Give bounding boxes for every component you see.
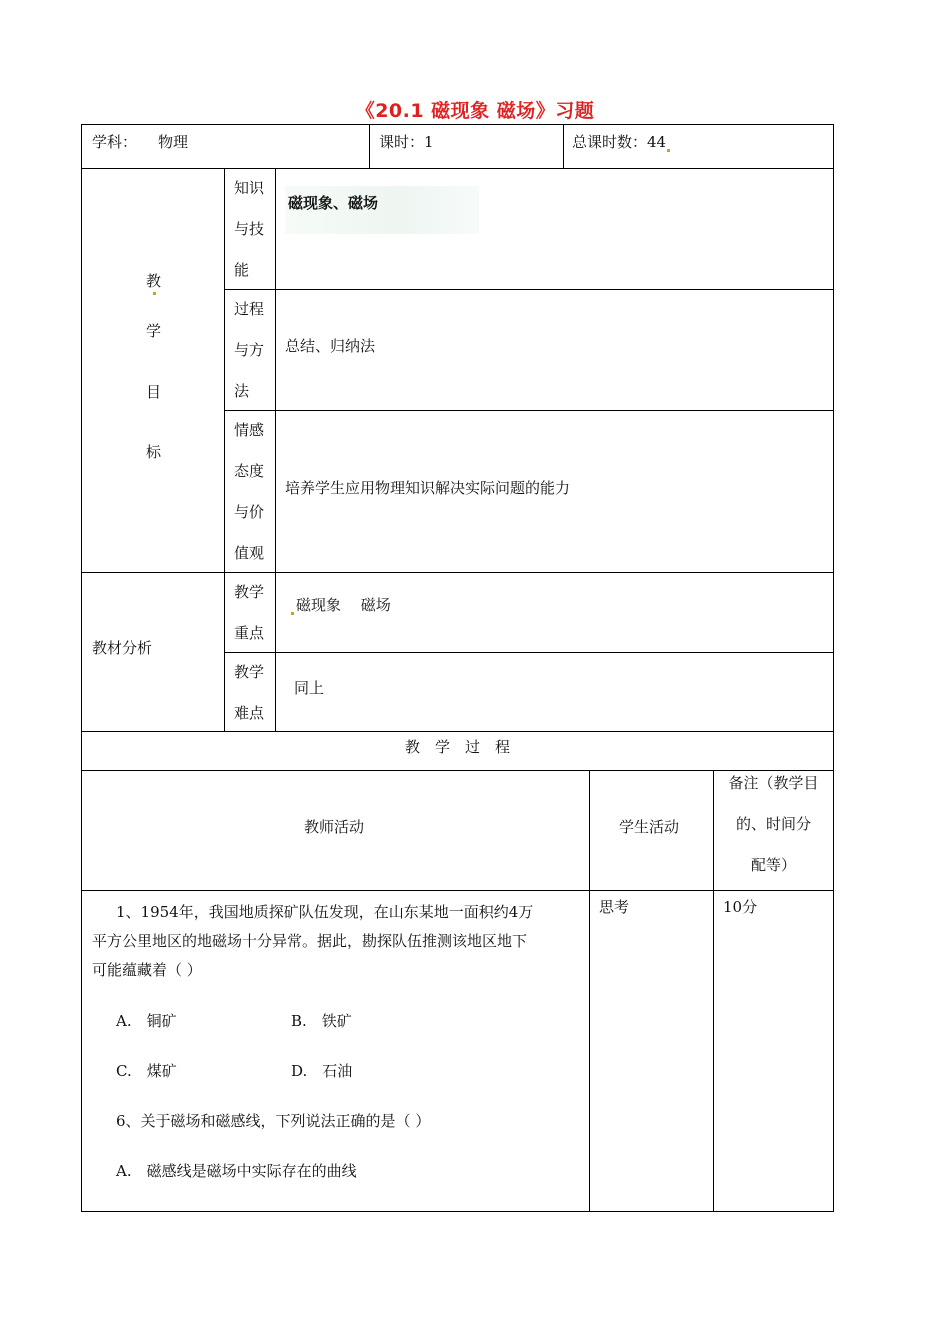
option-c-1: C. 煤矿 (116, 1062, 177, 1080)
option-a-6: A. 磁感线是磁场中实际存在的曲线 (116, 1162, 357, 1180)
goal-label-attitude: 情感 态度 与价 值观 (234, 421, 265, 562)
goal-content-knowledge: 磁现象、磁场 (288, 194, 379, 212)
header-row (81, 124, 834, 169)
subject-value: 物理 (158, 133, 189, 151)
student-activity-header: 学生活动 (619, 818, 680, 836)
process-header-divider (81, 890, 834, 891)
goals-char-mark (153, 292, 156, 295)
analysis-row-divider (224, 652, 834, 653)
analysis-section-label: 教材分析 (92, 639, 153, 657)
header-divider-1 (369, 124, 370, 169)
question-1: 1、1954年，我国地质探矿队伍发现，在山东某地一面积约4万 平方公里地区的地磁场十分异常。据此，勘探队伍推测该地区地下 可能蕴藏着（ ） (92, 903, 534, 979)
goals-char-4: 标 (146, 443, 162, 461)
teacher-activity-header: 教师活动 (304, 818, 365, 836)
goals-row-divider-2 (224, 410, 834, 411)
analysis-content-key: 磁现象 磁场 (290, 594, 391, 615)
goals-char-2: 学 (146, 322, 162, 340)
process-header: 教 学 过 程 (404, 738, 510, 756)
option-b-1: B. 铁矿 (291, 1012, 352, 1030)
goals-char-3: 目 (146, 383, 162, 401)
analysis-label-key: 教学 重点 (234, 583, 265, 642)
goal-content-attitude: 培养学生应用物理知识解决实际问题的能力 (285, 479, 571, 497)
subject-label: 学科： (92, 133, 138, 151)
goals-row-divider-1 (224, 289, 834, 290)
goal-label-knowledge: 知识 与技 能 (234, 179, 265, 279)
question-6: 6、关于磁场和磁感线，下列说法正确的是（ ） (116, 1112, 431, 1130)
notes-content: 10分 (723, 898, 758, 916)
analysis-label-difficult: 教学 难点 (234, 663, 265, 722)
document-title: 《20.1 磁现象 磁场》习题 (355, 100, 595, 122)
student-activity-content: 思考 (599, 898, 630, 916)
lesson-count: 课时：1 (379, 133, 434, 151)
goals-char-1: 教 (146, 272, 162, 290)
header-divider-2 (563, 124, 564, 169)
option-a-1: A. 铜矿 (116, 1012, 177, 1030)
goal-label-process: 过程 与方 法 (234, 300, 265, 400)
process-col-divider-1 (589, 770, 590, 1212)
notes-header: 备注（教学目 的、时间分 配等） (728, 774, 819, 874)
analysis-content-difficult: 同上 (294, 679, 325, 697)
goal-content-process: 总结、归纳法 (285, 337, 376, 355)
option-d-1: D. 石油 (291, 1062, 353, 1080)
total-lessons: 总课时数：44 (572, 131, 670, 152)
